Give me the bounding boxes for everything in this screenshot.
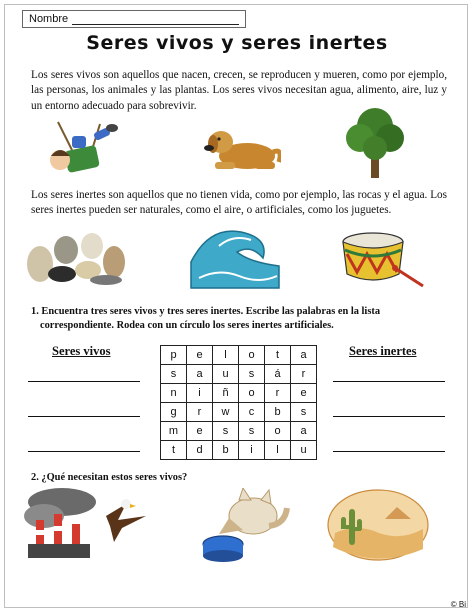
grid-cell[interactable]: l (265, 441, 291, 460)
dog-image (203, 118, 281, 176)
grid-cell[interactable]: o (265, 422, 291, 441)
inert-answer-line[interactable] (333, 416, 445, 417)
grid-cell[interactable]: ñ (213, 384, 239, 403)
living-answer-line[interactable] (28, 381, 140, 382)
grid-cell[interactable]: p (161, 346, 187, 365)
grid-row (161, 441, 317, 460)
living-beings-paragraph: Los seres vivos son aquellos que nacen, crecen, se reproducen y mueren, como por ejemplo, las personas, los animales y las plantas. Los seres vivos necesitan agua, alimento, aire, luz y un entorno adecuado para sobrevivir. (31, 69, 447, 112)
grid-cell[interactable]: t (161, 441, 187, 460)
copyright-notice: © Bi (450, 600, 466, 609)
inert-answer-line[interactable] (333, 381, 445, 382)
grid-cell[interactable]: s (239, 365, 265, 384)
grid-cell[interactable]: u (213, 365, 239, 384)
grid-cell[interactable]: s (239, 422, 265, 441)
cat-bowl-image (199, 488, 291, 564)
grid-cell[interactable]: i (239, 441, 265, 460)
grid-cell[interactable]: e (187, 422, 213, 441)
grid-cell[interactable]: c (239, 403, 265, 422)
name-line (72, 13, 239, 25)
word-search-grid (160, 345, 317, 460)
inert-column-heading: Seres inertes (349, 344, 417, 358)
grid-cell[interactable]: r (291, 365, 317, 384)
grid-cell[interactable]: a (187, 365, 213, 384)
page-title: Seres vivos y seres inertes (86, 32, 388, 54)
exercise1-instruction-line2: correspondiente. Rodea con un círculo los seres inertes artificiales. (40, 320, 334, 331)
living-column-heading: Seres vivos (52, 344, 111, 358)
rocks-image (22, 224, 128, 286)
grid-cell[interactable]: á (265, 365, 291, 384)
wave-image (189, 222, 281, 292)
grid-cell[interactable]: s (213, 422, 239, 441)
name-label: Nombre (29, 13, 69, 25)
living-answer-line[interactable] (28, 416, 140, 417)
exercise1-instruction-line1: 1. Encuentra tres seres vivos y tres seres inertes. Escribe las palabras en la lista (31, 306, 381, 317)
living-answer-line[interactable] (28, 451, 140, 452)
grid-cell[interactable]: i (187, 384, 213, 403)
inert-answer-line[interactable] (333, 451, 445, 452)
grid-cell[interactable]: t (265, 346, 291, 365)
grid-row (161, 403, 317, 422)
desert-cactus-image (327, 489, 429, 561)
grid-cell[interactable]: b (265, 403, 291, 422)
grid-cell[interactable]: m (161, 422, 187, 441)
grid-cell[interactable]: e (291, 384, 317, 403)
grid-cell[interactable]: d (187, 441, 213, 460)
grid-row (161, 365, 317, 384)
grid-row (161, 346, 317, 365)
child-on-swing-image (42, 120, 120, 182)
grid-cell[interactable]: a (291, 422, 317, 441)
factory-smoke-eagle-image (22, 486, 154, 562)
grid-cell[interactable]: r (265, 384, 291, 403)
grid-cell[interactable]: w (213, 403, 239, 422)
grid-row (161, 422, 317, 441)
grid-row (161, 384, 317, 403)
exercise2-instruction: 2. ¿Qué necesitan estos seres vivos? (31, 472, 188, 483)
inert-beings-paragraph: Los seres inertes son aquellos que no tienen vida, como por ejemplo, las rocas y el agua. Los seres inertes pueden ser naturales, como el aire, o artificiales, como los juguetes. (31, 189, 447, 217)
grid-cell[interactable]: r (187, 403, 213, 422)
grid-cell[interactable]: s (291, 403, 317, 422)
name-field[interactable] (22, 10, 246, 28)
grid-cell[interactable]: o (239, 346, 265, 365)
grid-cell[interactable]: u (291, 441, 317, 460)
grid-cell[interactable]: l (213, 346, 239, 365)
grid-cell[interactable]: o (239, 384, 265, 403)
drum-image (337, 228, 427, 290)
grid-cell[interactable]: g (161, 403, 187, 422)
grid-cell[interactable]: a (291, 346, 317, 365)
grid-cell[interactable]: n (161, 384, 187, 403)
grid-cell[interactable]: b (213, 441, 239, 460)
tree-image (340, 104, 410, 180)
grid-cell[interactable]: e (187, 346, 213, 365)
grid-cell[interactable]: s (161, 365, 187, 384)
